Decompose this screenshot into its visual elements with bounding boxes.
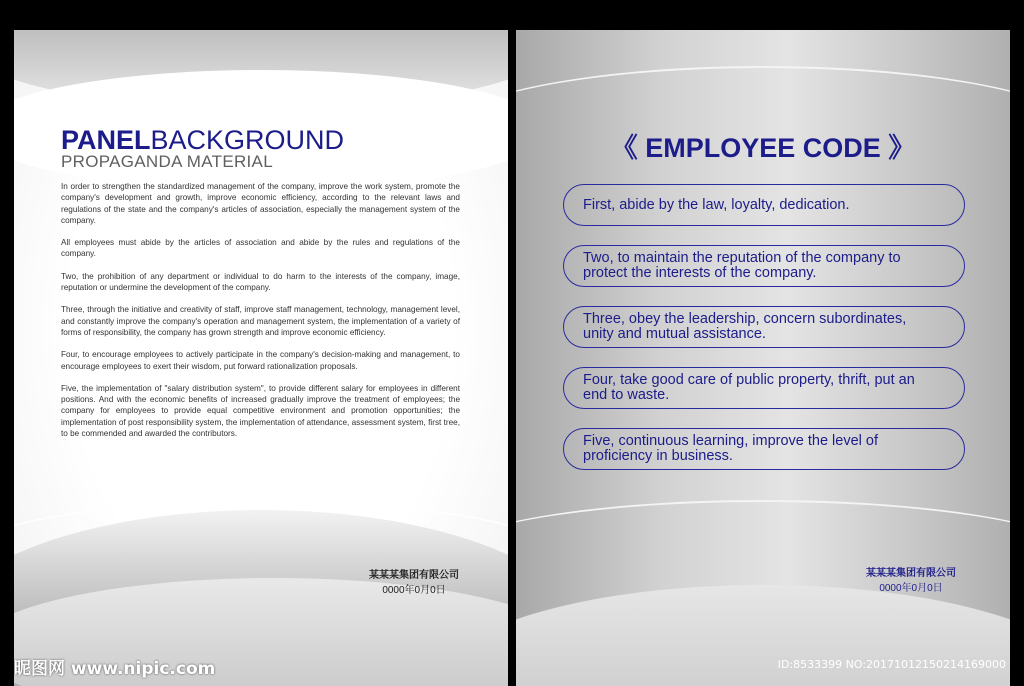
code-item [563,367,965,409]
paragraph: Five, the implementation of "salary distribution system", to provide different salary for employees in different positions. And with the economic benefits of increased gradually improve the treatment of employees; the company for employees to provide equal competitive environment and promotion opportunities; the implementation of post responsibility system, the implementation of attendance, assessment system, first tree, to be commended and awarded the contributors. [61,383,460,439]
code-item-text: Five, continuous learning, improve the level of proficiency in business. [583,433,878,464]
paragraph: Four, to encourage employees to actively participate in the company's decision-making and management, to encourage employees to exert their wisdom, put forward rationalization proposals. [61,350,460,371]
code-item [563,245,965,287]
title-bold: PANEL [61,125,151,155]
footer-company-name: 某某某集团有限公司 [866,568,956,579]
code-item-text: Two, to maintain the reputation of the company to protect the interests of the company. [583,250,901,281]
left-page [14,30,508,686]
watermark-id: ID:8533399 NO:20171012150214169000 [777,658,1006,671]
paragraph: In order to strengthen the standardized management of the company, improve the work system, promote the company's development and growth, improve economic efficiency, according to the relevant laws and regulations of the state and the company's articles of association, especially the management system of the company. [61,182,460,225]
code-item [563,306,965,348]
body-text [61,181,460,450]
code-item-text: Four, take good care of public property, thrift, put an end to waste. [583,372,915,403]
title-rest: BACKGROUND [150,125,345,155]
footer-date: 0000年0月0日 [879,583,943,594]
page-subtitle: PROPAGANDA MATERIAL [61,152,273,171]
footer-date: 0000年0月0日 [382,585,446,596]
page-title [61,125,344,155]
code-item [563,184,965,226]
paragraph: Three, through the initiative and creativity of staff, improve staff management, technology, management level, and constantly improve the company's operation and management system, the implementation of a variety of forms of responsibility, the company has grown strength and improve economic efficiency. [61,305,460,337]
footer-company-name: 某某某集团有限公司 [369,570,459,581]
paragraph: Two, the prohibition of any department or individual to do harm to the interests of the company, image, reputation or undermine the development of the company. [61,271,460,293]
code-item [563,428,965,470]
watermark-logo: 昵图网 www.nipic.com [14,659,216,679]
paragraph: All employees must abide by the articles of association and abide by the rules and regulations of the company. [61,238,460,259]
right-page [516,30,1010,686]
code-item-text: First, abide by the law, loyalty, dedication. [583,196,850,213]
code-item-text: Three, obey the leadership, concern subordinates, unity and mutual assistance. [583,311,907,342]
employee-code-title: 《 EMPLOYEE CODE 》 [610,133,916,163]
